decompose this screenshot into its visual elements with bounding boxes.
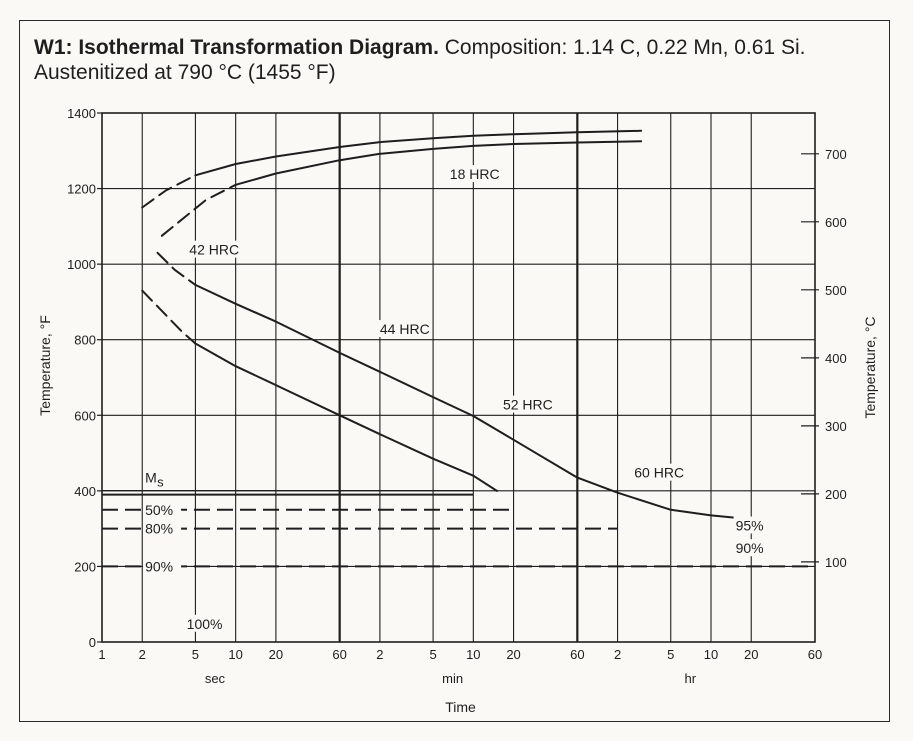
- y-tick-label: 0: [88, 635, 96, 650]
- y2-axis-title: Temperature, °C: [862, 316, 878, 419]
- chart-svg: [20, 21, 891, 723]
- annotation-label: 44 HRC: [379, 321, 430, 338]
- y2-tick-label: 200: [825, 486, 847, 502]
- chart-title: W1: Isothermal Transformation Diagram.: [34, 36, 439, 59]
- y2-tick-label: 400: [825, 350, 847, 366]
- ms-label: M: [145, 469, 157, 486]
- annotation-label: 18 HRC: [449, 166, 500, 183]
- text-layer: [37, 106, 878, 715]
- x-tick-label: 2: [613, 647, 622, 662]
- annotation-label: 60 HRC: [634, 464, 685, 481]
- y2-tick-label: 100: [825, 554, 847, 570]
- x-tick-label: 20: [506, 647, 521, 662]
- x-tick-label: 5: [429, 647, 437, 662]
- y2-tick-label: 600: [825, 214, 847, 230]
- y-tick-label: 800: [74, 332, 96, 348]
- x-unit-label: min: [442, 671, 464, 686]
- y-tick-label: 1200: [67, 181, 96, 197]
- y2-tick-label: 300: [825, 418, 847, 434]
- phase-lines-layer: [102, 491, 815, 567]
- x-tick-label: 10: [703, 647, 719, 662]
- ms-label-subscript: s: [157, 474, 164, 490]
- annotation-label: 100%: [186, 615, 223, 632]
- y2-tick-label: 500: [825, 282, 847, 298]
- annotation-label: 42 HRC: [189, 241, 240, 258]
- phase-label-80pct: 80%: [145, 520, 174, 537]
- figure-frame: [19, 20, 890, 722]
- curve-dashed-1: [142, 175, 195, 207]
- y-tick-label: 1400: [67, 106, 96, 121]
- y2-tick-label: 700: [825, 146, 847, 162]
- x-tick-label: 10: [228, 647, 243, 662]
- x-tick-label: 60: [332, 647, 347, 662]
- grid-layer: [97, 113, 819, 642]
- phase-label-50pct: 50%: [145, 501, 174, 518]
- curve-dashed-4: [142, 291, 195, 344]
- x-axis-title: Time: [445, 699, 476, 715]
- x-tick-label: 1: [98, 647, 106, 662]
- y-axis-title: Temperature, °F: [37, 315, 53, 416]
- x-tick-label: 10: [466, 647, 481, 662]
- curve-dashed-2: [162, 185, 236, 236]
- x-tick-label: 5: [667, 647, 675, 662]
- x-unit-label: hr: [684, 671, 697, 686]
- chart-subtitle: Composition: 1.14 C, 0.22 Mn, 0.61 Si. Austenitized at 790 °C (1455 °F): [34, 36, 806, 84]
- annotation-label: 90%: [735, 540, 764, 557]
- x-tick-label: 60: [570, 647, 585, 662]
- x-unit-label: sec: [204, 671, 226, 686]
- y-tick-label: 200: [74, 559, 96, 575]
- y-tick-label: 600: [74, 408, 96, 424]
- annotation-label: 52 HRC: [502, 396, 553, 413]
- curve-solid-1: [195, 131, 641, 176]
- phase-label-90pct: 90%: [145, 558, 174, 575]
- x-tick-label: 60: [807, 647, 823, 662]
- y-tick-label: 1000: [67, 257, 96, 273]
- curve-solid-2: [236, 141, 641, 185]
- x-tick-label: 2: [376, 647, 384, 662]
- y-tick-label: 400: [74, 483, 96, 499]
- plot-frame: [102, 113, 815, 642]
- x-tick-label: 5: [191, 647, 200, 662]
- x-tick-label: 20: [743, 647, 759, 662]
- annotation-label: 95%: [735, 517, 764, 534]
- x-tick-label: 2: [138, 647, 146, 662]
- x-tick-label: 20: [268, 647, 284, 662]
- curve-solid-4: [195, 344, 497, 491]
